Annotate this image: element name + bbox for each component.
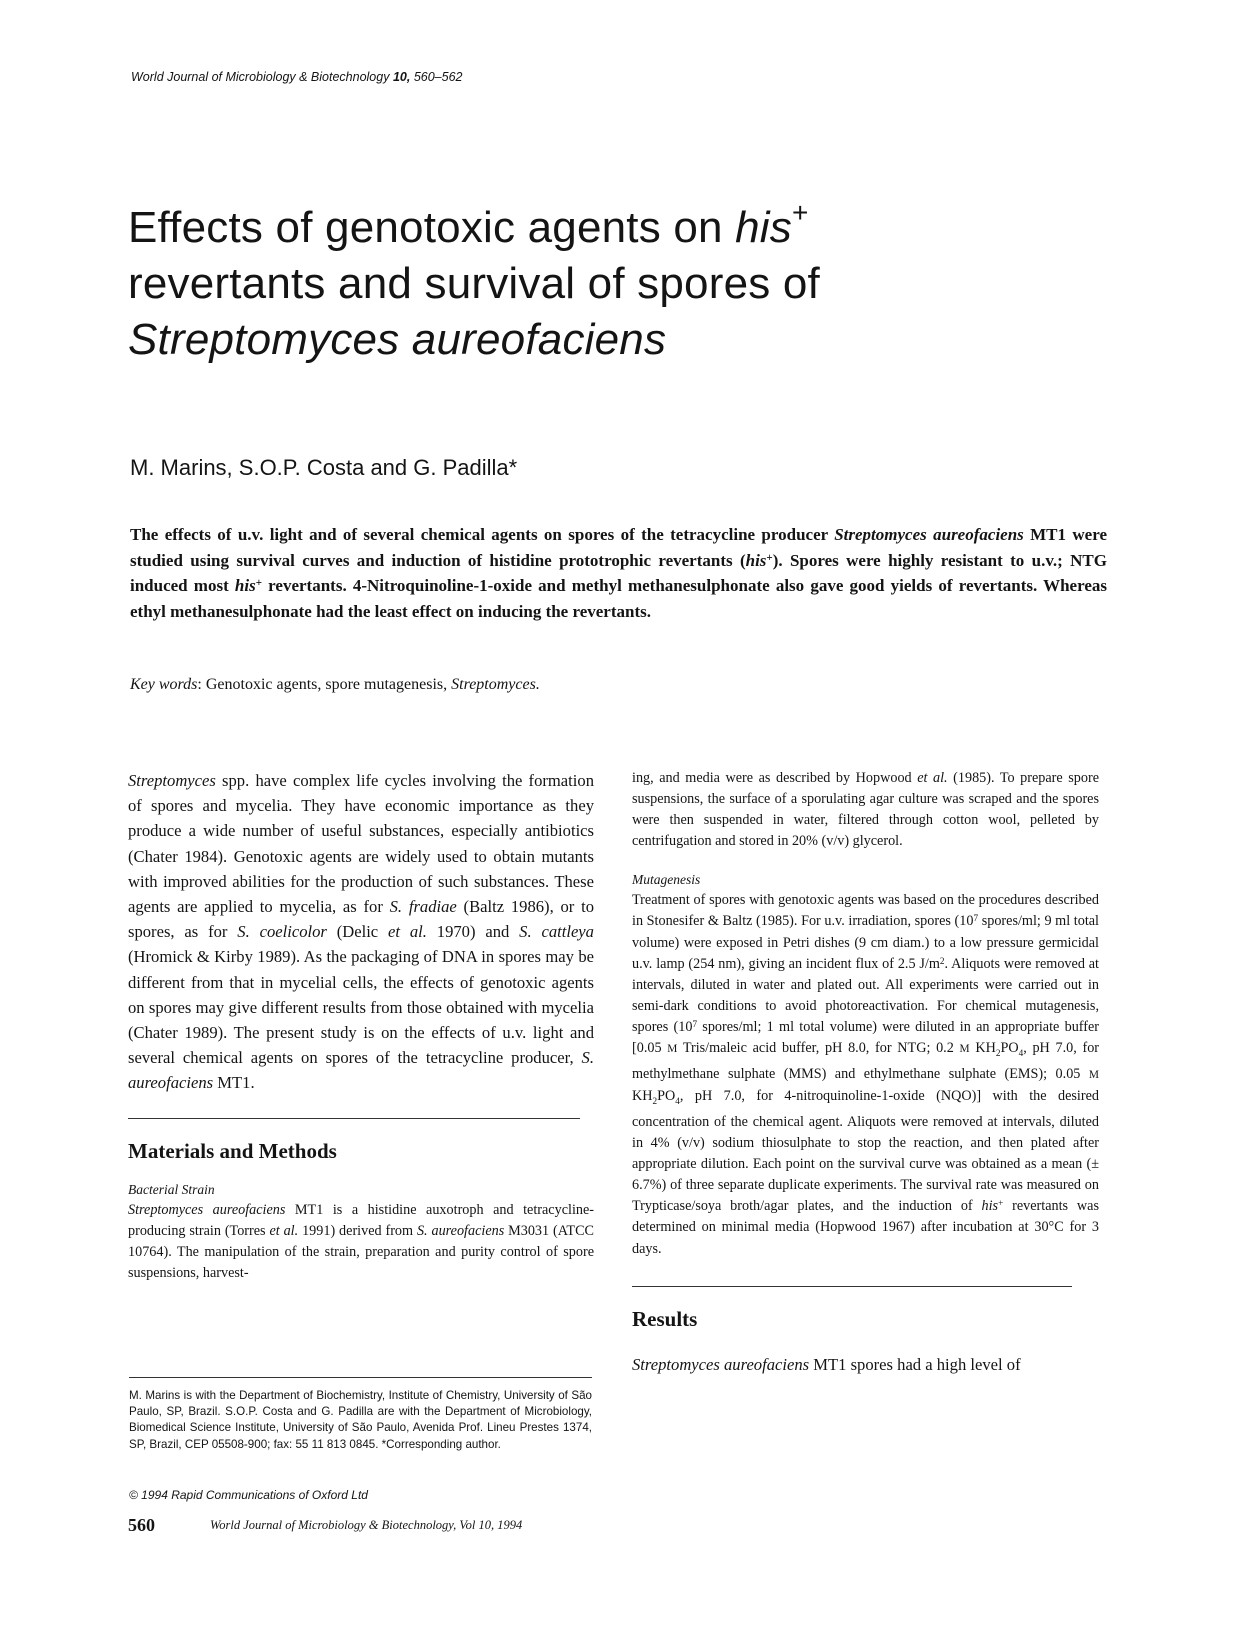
journal-title: World Journal of Microbiology & Biotechnology xyxy=(131,70,390,84)
authors: M. Marins, S.O.P. Costa and G. Padilla* xyxy=(130,455,518,480)
bacterial-strain-paragraph: Streptomyces aureofaciens MT1 is a histidine auxotroph and tetracycline-producing strain (Torres et al. 1991) derived from S. aureofaciens M3031 (ATCC 10764). The manipulation of the strain, preparation and purity control of spore suspensions, harvest- xyxy=(128,1201,594,1282)
methods-continuation-paragraph: ing, and media were as described by Hopwood et al. (1985). To prepare spore suspensions, the surface of a sporulating agar culture was scraped and the spores were then suspended in water, filtered through cotton wool, pelleted by centrifugation and stored in 20% (v/v) glycerol. xyxy=(632,770,1099,850)
title-line-2: revertants and survival of spores of xyxy=(128,259,820,308)
mutagenesis-subheading: Mutagenesis xyxy=(632,872,701,888)
footer-journal-line: World Journal of Microbiology & Biotechnology, Vol 10, 1994 xyxy=(210,1518,523,1532)
article-title xyxy=(128,197,1028,368)
methods-heading: Materials and Methods xyxy=(128,1138,337,1163)
results-heading: Results xyxy=(632,1306,698,1331)
keywords: Key words: Genotoxic agents, spore mutagenesis, Streptomyces. xyxy=(130,676,540,693)
mutagenesis-paragraph: Treatment of spores with genotoxic agents was based on the procedures described in Stonesifer & Baltz (1985). For u.v. irradiation, spores ($10^7$ spores/ml; 9 ml total volume) were exposed in Petri dishes (9 cm diam.) to a low pressure germicidal u.v. lamp (254 nm), giving an incident flux of 2.5 $J/m^2$. Aliquots were removed at intervals, diluted in water and plated out. All experiments were carried out in semi-dark conditions to avoid photoreactivation. For chemical mutagenesis, spores ($10^7$ spores/ml; 1 ml total volume) were diluted in an appropriate buffer [0.05 M Tris/maleic acid buffer, pH 8.0, for NTG; 0.2 M $KH_2PO_4$, pH 7.0, for methylmethane sulphate (MMS) and ethylmethane sulphate (EMS); 0.05 M $KH_2PO_4$, pH 7.0, for 4-nitroquinoline-1-oxide (NQO)] with the desired concentration of the chemical agent. Aliquots were removed at intervals, diluted in 4% (v/v) sodium thiosulphate to stop the reaction, and then plated after appropriate dilution. Each point on the survival curve was obtained as a mean (± 6.7%) of three separate duplicate experiments. The survival rate was measured on Trypticase/soya broth/agar plates, and the induction of his+ revertants was determined on minimal media (Hopwood 1967) after incubation at 30°C for 3 days. xyxy=(632,892,1100,1257)
right-column xyxy=(632,768,1099,1377)
journal-running-head xyxy=(131,70,463,84)
title-line-3: Streptomyces aureofaciens xyxy=(128,315,667,364)
page-number: 560 xyxy=(128,1515,155,1535)
footnote-divider xyxy=(129,1377,592,1378)
results-paragraph: Streptomyces aureofaciens MT1 spores had a high level of xyxy=(632,1354,1021,1374)
left-column xyxy=(128,768,594,1284)
bacterial-strain-subheading: Bacterial Strain xyxy=(128,1181,215,1197)
abstract: The effects of u.v. light and of several chemical agents on spores of the tetracycline producer Streptomyces aureofaciens MT1 were studied using survival curves and induction of histidine prototrophic revertants (his+). Spores were highly resistant to u.v.; NTG induced most his+ revertants. 4-Nitroquinoline-1-oxide and methyl methanesulphonate also gave good yields of revertants. Whereas ethyl methanesulphonate had the least effect on inducing the revertants. xyxy=(130,525,1108,621)
journal-pages: 560–562 xyxy=(413,70,463,84)
copyright-notice: © 1994 Rapid Communications of Oxford Ltd xyxy=(129,1488,368,1502)
results-divider xyxy=(632,1286,1072,1287)
section-divider xyxy=(128,1118,580,1119)
author-affiliation: M. Marins is with the Department of Biochemistry, Institute of Chemistry, University of São Paulo, SP, Brazil. S.O.P. Costa and G. Padilla are with the Department of Microbiology, Biomedical Science Institute, University of São Paulo, Avenida Prof. Lineu Prestes 1374, SP, Brazil, CEP 05508-900; fax: 55 11 813 0845. *Corresponding author. xyxy=(129,1389,592,1451)
introduction-paragraph: Streptomyces spp. have complex life cycles involving the formation of spores and mycelia. They have economic importance as they produce a wide number of useful substances, especially antibiotics (Chater 1984). Genotoxic agents are widely used to obtain mutants with improved abilities for the production of such substances. These agents are applied to mycelia, as for S. fradiae (Baltz 1986), or to spores, as for S. coelicolor (Delic et al. 1970) and S. cattleya (Hromick & Kirby 1989). As the packaging of DNA in spores may be different from that in mycelial cells, the effects of genotoxic agents on spores may give different results from those obtained with mycelia (Chater 1989). The present study is on the effects of u.v. light and several chemical agents on spores of the tetracycline producer, S. aureofaciens MT1. xyxy=(128,771,594,1093)
journal-volume: 10, xyxy=(392,70,411,84)
title-line-1: Effects of genotoxic agents on his+ xyxy=(128,197,809,252)
